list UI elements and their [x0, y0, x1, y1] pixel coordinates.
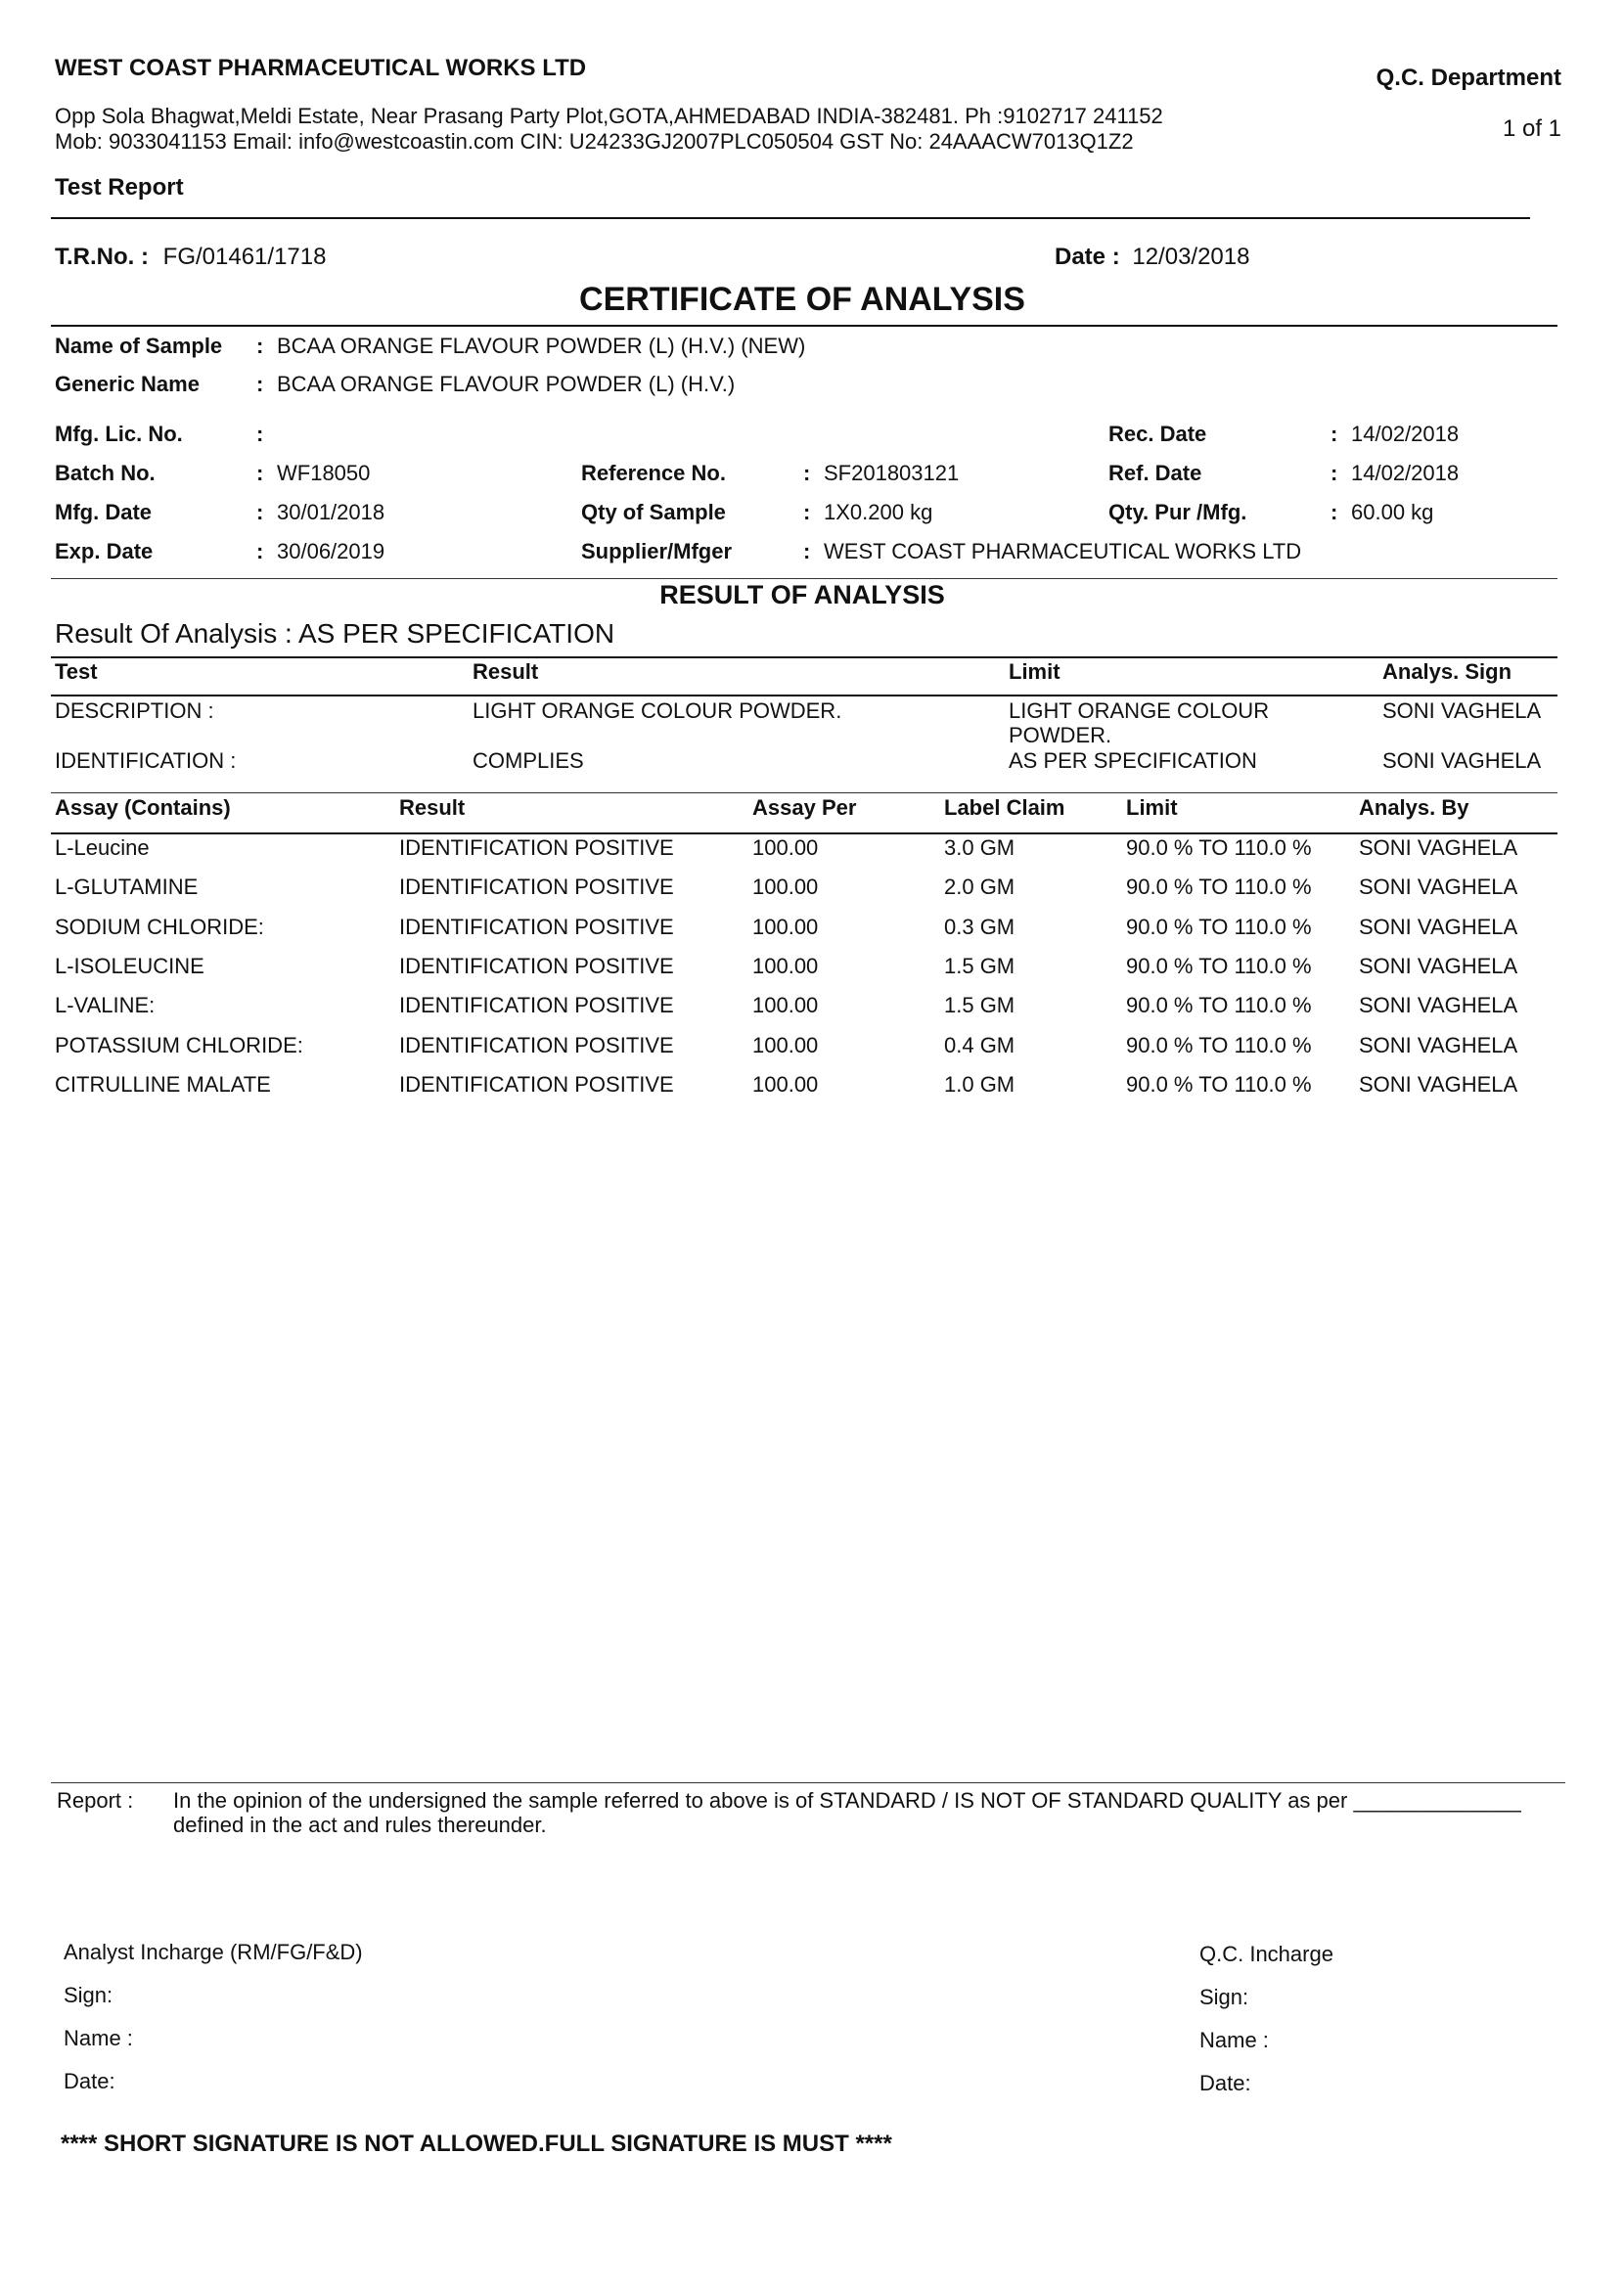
tr-number — [55, 244, 326, 271]
generic-name-value: BCAA ORANGE FLAVOUR POWDER (L) (H.V.) — [277, 372, 736, 396]
address-line-2: Mob: 9033041153 Email: info@westcoastin.com CIN: U24233GJ2007PLC050504 GST No: 24AAACW7013Q1Z2 — [55, 129, 1134, 154]
assay-analyst: SONI VAGHELA — [1359, 875, 1518, 899]
assay-col-claim: Label Claim — [944, 795, 1065, 820]
name-of-sample-value: BCAA ORANGE FLAVOUR POWDER (L) (H.V.) (NEW) — [277, 334, 806, 358]
assay-per: 100.00 — [752, 835, 819, 860]
assay-name: L-GLUTAMINE — [55, 875, 199, 899]
colon: : — [803, 500, 811, 524]
assay-label-claim: 0.3 GM — [944, 915, 1015, 939]
assay-limit: 90.0 % TO 110.0 % — [1126, 835, 1312, 860]
qc-date-label: Date: — [1199, 2071, 1251, 2095]
sample-divider — [51, 578, 1557, 579]
report-label: Report : — [57, 1788, 134, 1813]
colon: : — [803, 539, 811, 563]
tr-label: T.R.No. : — [55, 244, 149, 270]
exp-date-label: Exp. Date — [55, 539, 154, 563]
assay-label-claim: 1.5 GM — [944, 954, 1015, 978]
qty-pur-value: 60.00 kg — [1351, 500, 1434, 524]
ref-date-value: 14/02/2018 — [1351, 461, 1460, 485]
report-divider — [51, 1782, 1565, 1783]
tests-col-sign: Analys. Sign — [1382, 659, 1512, 684]
test-limit-cont: POWDER. — [1009, 723, 1112, 747]
analyst-sign-label: Sign: — [64, 1983, 113, 2007]
assay-col-by: Analys. By — [1359, 795, 1469, 820]
report-text-line-2: defined in the act and rules thereunder. — [173, 1813, 547, 1837]
mfg-lic-label: Mfg. Lic. No. — [55, 422, 183, 446]
tests-header-bottom-line — [51, 695, 1557, 696]
test-result: COMPLIES — [473, 748, 584, 773]
date-label: Date : — [1055, 244, 1120, 270]
reference-no-value: SF201803121 — [824, 461, 960, 485]
page-number: 1 of 1 — [1502, 115, 1561, 142]
test-result: LIGHT ORANGE COLOUR POWDER. — [473, 698, 842, 723]
colon: : — [256, 461, 264, 485]
colon: : — [256, 334, 264, 358]
assay-name: POTASSIUM CHLORIDE: — [55, 1033, 303, 1057]
assay-analyst: SONI VAGHELA — [1359, 1033, 1518, 1057]
mfg-date-label: Mfg. Date — [55, 500, 152, 524]
qty-pur-label: Qty. Pur /Mfg. — [1108, 500, 1247, 524]
analyst-incharge-title: Analyst Incharge (RM/FG/F&D) — [64, 1940, 363, 1964]
qty-of-sample-label: Qty of Sample — [581, 500, 726, 524]
assay-limit: 90.0 % TO 110.0 % — [1126, 1072, 1312, 1097]
assay-per: 100.00 — [752, 954, 819, 978]
report-date — [1055, 244, 1249, 271]
test-name: DESCRIPTION : — [55, 698, 214, 723]
analyst-name-label: Name : — [64, 2026, 133, 2050]
assay-per: 100.00 — [752, 1033, 819, 1057]
assay-limit: 90.0 % TO 110.0 % — [1126, 993, 1312, 1017]
assay-per: 100.00 — [752, 1072, 819, 1097]
colon: : — [803, 461, 811, 485]
assay-result: IDENTIFICATION POSITIVE — [399, 915, 674, 939]
generic-name-label: Generic Name — [55, 372, 200, 396]
assay-col-limit: Limit — [1126, 795, 1178, 820]
result-subheading: Result Of Analysis : AS PER SPECIFICATION — [55, 618, 615, 649]
assay-name: CITRULLINE MALATE — [55, 1072, 271, 1097]
assay-limit: 90.0 % TO 110.0 % — [1126, 875, 1312, 899]
assay-analyst: SONI VAGHELA — [1359, 993, 1518, 1017]
batch-no-value: WF18050 — [277, 461, 371, 485]
assay-name: L-VALINE: — [55, 993, 156, 1017]
assay-result: IDENTIFICATION POSITIVE — [399, 954, 674, 978]
assay-per: 100.00 — [752, 993, 819, 1017]
assay-name: L-ISOLEUCINE — [55, 954, 204, 978]
header-divider — [51, 217, 1530, 219]
colon: : — [256, 539, 264, 563]
tests-col-test: Test — [55, 659, 98, 684]
assay-col-per: Assay Per — [752, 795, 857, 820]
qc-name-label: Name : — [1199, 2028, 1269, 2052]
tests-col-limit: Limit — [1009, 659, 1060, 684]
report-type: Test Report — [55, 174, 184, 201]
assay-per: 100.00 — [752, 915, 819, 939]
assay-limit: 90.0 % TO 110.0 % — [1126, 1033, 1312, 1057]
address-line-1: Opp Sola Bhagwat,Meldi Estate, Near Prasang Party Plot,GOTA,AHMEDABAD INDIA-382481. Ph :9102717 241152 — [55, 104, 1163, 128]
assay-name: L-Leucine — [55, 835, 150, 860]
rec-date-label: Rec. Date — [1108, 422, 1207, 446]
exp-date-value: 30/06/2019 — [277, 539, 385, 563]
tests-col-result: Result — [473, 659, 539, 684]
test-sign: SONI VAGHELA — [1382, 748, 1542, 773]
assay-result: IDENTIFICATION POSITIVE — [399, 1033, 674, 1057]
assay-label-claim: 1.0 GM — [944, 1072, 1015, 1097]
assay-header-bottom-line — [51, 832, 1557, 834]
assay-name: SODIUM CHLORIDE: — [55, 915, 264, 939]
assay-col-contains: Assay (Contains) — [55, 795, 231, 820]
assay-label-claim: 2.0 GM — [944, 875, 1015, 899]
ref-date-label: Ref. Date — [1108, 461, 1202, 485]
assay-label-claim: 1.5 GM — [944, 993, 1015, 1017]
signature-notice: **** SHORT SIGNATURE IS NOT ALLOWED.FULL SIGNATURE IS MUST **** — [61, 2131, 892, 2157]
assay-result: IDENTIFICATION POSITIVE — [399, 835, 674, 860]
company-name: WEST COAST PHARMACEUTICAL WORKS LTD — [55, 55, 587, 81]
assay-header-top-line — [51, 792, 1557, 793]
assay-per: 100.00 — [752, 875, 819, 899]
colon: : — [1331, 500, 1338, 524]
qc-sign-label: Sign: — [1199, 1985, 1249, 2009]
analyst-date-label: Date: — [64, 2069, 115, 2093]
assay-result: IDENTIFICATION POSITIVE — [399, 1072, 674, 1097]
assay-analyst: SONI VAGHELA — [1359, 1072, 1518, 1097]
tr-value: FG/01461/1718 — [162, 244, 327, 270]
colon: : — [256, 372, 264, 396]
department-label: Q.C. Department — [1376, 65, 1561, 91]
test-sign: SONI VAGHELA — [1382, 698, 1542, 723]
assay-label-claim: 3.0 GM — [944, 835, 1015, 860]
result-heading: RESULT OF ANALYSIS — [659, 580, 945, 609]
assay-result: IDENTIFICATION POSITIVE — [399, 993, 674, 1017]
colon: : — [1331, 461, 1338, 485]
certificate-title: CERTIFICATE OF ANALYSIS — [579, 281, 1025, 318]
batch-no-label: Batch No. — [55, 461, 156, 485]
assay-analyst: SONI VAGHELA — [1359, 835, 1518, 860]
name-of-sample-label: Name of Sample — [55, 334, 223, 358]
title-divider — [51, 325, 1557, 327]
mfg-date-value: 30/01/2018 — [277, 500, 385, 524]
qty-of-sample-value: 1X0.200 kg — [824, 500, 933, 524]
colon: : — [256, 422, 264, 446]
assay-result: IDENTIFICATION POSITIVE — [399, 875, 674, 899]
reference-no-label: Reference No. — [581, 461, 726, 485]
assay-limit: 90.0 % TO 110.0 % — [1126, 954, 1312, 978]
date-value: 12/03/2018 — [1132, 244, 1250, 270]
test-name: IDENTIFICATION : — [55, 748, 237, 773]
report-text-line-1: In the opinion of the undersigned the sample referred to above is of STANDARD / IS NOT OF STANDARD QUALITY as per ______________ — [173, 1788, 1521, 1813]
assay-col-result: Result — [399, 795, 466, 820]
assay-label-claim: 0.4 GM — [944, 1033, 1015, 1057]
assay-analyst: SONI VAGHELA — [1359, 915, 1518, 939]
assay-analyst: SONI VAGHELA — [1359, 954, 1518, 978]
test-limit: LIGHT ORANGE COLOUR — [1009, 698, 1270, 723]
supplier-label: Supplier/Mfger — [581, 539, 733, 563]
rec-date-value: 14/02/2018 — [1351, 422, 1460, 446]
test-limit: AS PER SPECIFICATION — [1009, 748, 1257, 773]
colon: : — [1331, 422, 1338, 446]
tests-header-top-line — [51, 656, 1557, 658]
qc-incharge-title: Q.C. Incharge — [1199, 1942, 1333, 1966]
colon: : — [256, 500, 264, 524]
assay-limit: 90.0 % TO 110.0 % — [1126, 915, 1312, 939]
supplier-value: WEST COAST PHARMACEUTICAL WORKS LTD — [824, 539, 1302, 563]
